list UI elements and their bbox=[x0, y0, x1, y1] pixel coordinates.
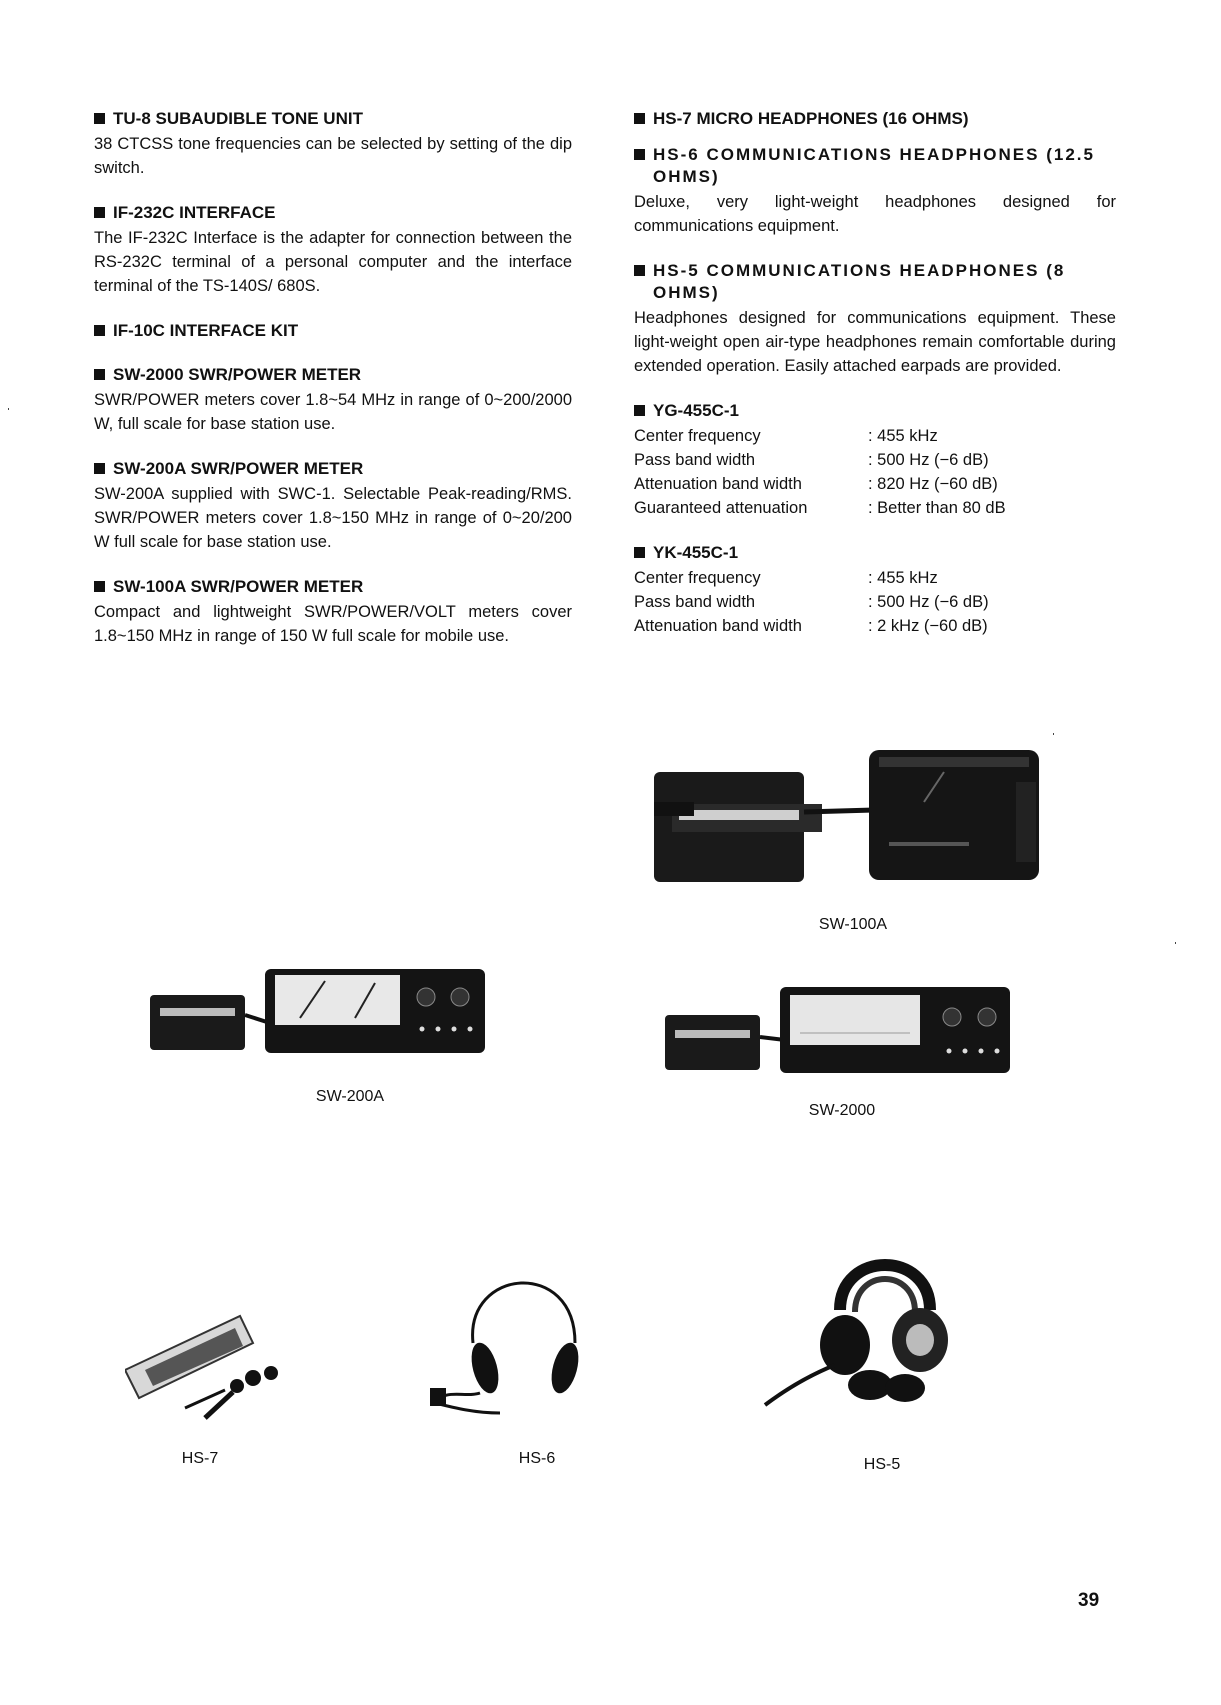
if10c-heading: IF-10C INTERFACE KIT bbox=[113, 321, 299, 340]
spec-row bbox=[634, 472, 1116, 496]
spec-value: : 500 Hz (−6 dB) bbox=[868, 451, 989, 469]
hs7-section bbox=[634, 108, 1116, 130]
spec-value: : 455 kHz bbox=[868, 427, 938, 445]
square-bullet-icon bbox=[634, 265, 645, 276]
sw200a-section bbox=[94, 458, 572, 554]
spec-row bbox=[634, 424, 1116, 448]
sw200a-body: SW-200A supplied with SWC-1. Selectable Peak-reading/RMS. SWR/POWER meters cover 1.8~150 MHz in range of 0~20/200 W full scale for base station use. bbox=[94, 485, 572, 551]
square-bullet-icon bbox=[634, 113, 645, 124]
sw100a-photo bbox=[654, 742, 1044, 892]
yk455-heading: YK-455C-1 bbox=[653, 543, 739, 562]
spec-value: : 2 kHz (−60 dB) bbox=[868, 617, 988, 635]
sw100a-heading: SW-100A SWR/POWER METER bbox=[113, 577, 364, 596]
square-bullet-icon bbox=[94, 207, 105, 218]
if10c-section bbox=[94, 320, 572, 342]
square-bullet-icon bbox=[634, 405, 645, 416]
tu8-body: 38 CTCSS tone frequencies can be selected by setting of the dip switch. bbox=[94, 135, 572, 177]
right-column bbox=[634, 108, 1116, 660]
square-bullet-icon bbox=[634, 547, 645, 558]
spec-row bbox=[634, 448, 1116, 472]
hs5-heading: HS-5 COMMUNICATIONS HEADPHONES (8 OHMS) bbox=[653, 261, 1066, 302]
sw2000-section bbox=[94, 364, 572, 436]
hs6-body: Deluxe, very light-weight headphones designed for communications equipment. bbox=[634, 193, 1116, 235]
spec-label: Pass band width bbox=[634, 593, 756, 611]
hs7-heading: HS-7 MICRO HEADPHONES (16 OHMS) bbox=[653, 109, 969, 128]
hs6-photo bbox=[425, 1248, 615, 1418]
sw200a-caption: SW-200A bbox=[315, 1088, 385, 1105]
sw2000-caption: SW-2000 bbox=[808, 1102, 876, 1119]
spec-label: Attenuation band width bbox=[634, 475, 802, 493]
sw2000-photo bbox=[665, 985, 1015, 1075]
spec-value: : 500 Hz (−6 dB) bbox=[868, 593, 989, 611]
if232c-section bbox=[94, 202, 572, 298]
sw200a-heading: SW-200A SWR/POWER METER bbox=[113, 459, 364, 478]
square-bullet-icon bbox=[94, 369, 105, 380]
spec-label: Center frequency bbox=[634, 569, 761, 587]
spec-label: Attenuation band width bbox=[634, 617, 802, 635]
spec-row bbox=[634, 614, 1116, 638]
tu8-heading: TU-8 SUBAUDIBLE TONE UNIT bbox=[113, 109, 363, 128]
spec-label: Guaranteed attenuation bbox=[634, 499, 808, 517]
yk455-section bbox=[634, 542, 1116, 638]
sw100a-caption: SW-100A bbox=[818, 916, 888, 933]
yg455-heading: YG-455C-1 bbox=[653, 401, 739, 420]
spec-row bbox=[634, 566, 1116, 590]
yg455-section bbox=[634, 400, 1116, 520]
spec-value: : Better than 80 dB bbox=[868, 499, 1006, 517]
hs7-caption: HS-7 bbox=[181, 1450, 219, 1467]
sw100a-body: Compact and lightweight SWR/POWER/VOLT meters cover 1.8~150 MHz in range of 150 W full scale for mobile use. bbox=[94, 603, 572, 645]
scan-mark bbox=[1175, 942, 1176, 944]
square-bullet-icon bbox=[94, 113, 105, 124]
spec-label: Center frequency bbox=[634, 427, 761, 445]
scan-mark bbox=[1053, 733, 1054, 735]
yk455-spec-table bbox=[634, 566, 1116, 638]
hs5-section bbox=[634, 260, 1116, 378]
sw2000-heading: SW-2000 SWR/POWER METER bbox=[113, 365, 362, 384]
square-bullet-icon bbox=[94, 463, 105, 474]
square-bullet-icon bbox=[94, 581, 105, 592]
hs6-section bbox=[634, 144, 1116, 238]
tu8-section bbox=[94, 108, 572, 180]
spec-value: : 455 kHz bbox=[868, 569, 938, 587]
spec-row bbox=[634, 590, 1116, 614]
spec-row bbox=[634, 496, 1116, 520]
spec-label: Pass band width bbox=[634, 451, 756, 469]
hs6-heading: HS-6 COMMUNICATIONS HEADPHONES (12.5 OHMS) bbox=[653, 145, 1095, 186]
hs7-photo bbox=[125, 1308, 300, 1428]
sw100a-section bbox=[94, 576, 572, 648]
sw2000-body: SWR/POWER meters cover 1.8~54 MHz in range of 0~200/2000 W, full scale for base station use. bbox=[94, 391, 572, 433]
hs5-photo bbox=[760, 1250, 990, 1410]
square-bullet-icon bbox=[634, 149, 645, 160]
hs5-body: Headphones designed for communications equipment. These light-weight open air-type headphones remain comfortable during extended operation. Easily attached earpads are provided. bbox=[634, 309, 1116, 375]
square-bullet-icon bbox=[94, 325, 105, 336]
sw200a-photo bbox=[150, 963, 490, 1058]
left-column bbox=[94, 108, 572, 670]
spec-value: : 820 Hz (−60 dB) bbox=[868, 475, 998, 493]
scan-mark bbox=[8, 408, 9, 410]
hs5-caption: HS-5 bbox=[863, 1456, 901, 1473]
hs6-caption: HS-6 bbox=[518, 1450, 556, 1467]
yg455-spec-table bbox=[634, 424, 1116, 520]
page-number: 39 bbox=[1078, 1590, 1100, 1611]
if232c-heading: IF-232C INTERFACE bbox=[113, 203, 276, 222]
if232c-body: The IF-232C Interface is the adapter for connection between the RS-232C terminal of a personal computer and the interface terminal of the TS-140S/ 680S. bbox=[94, 229, 572, 295]
